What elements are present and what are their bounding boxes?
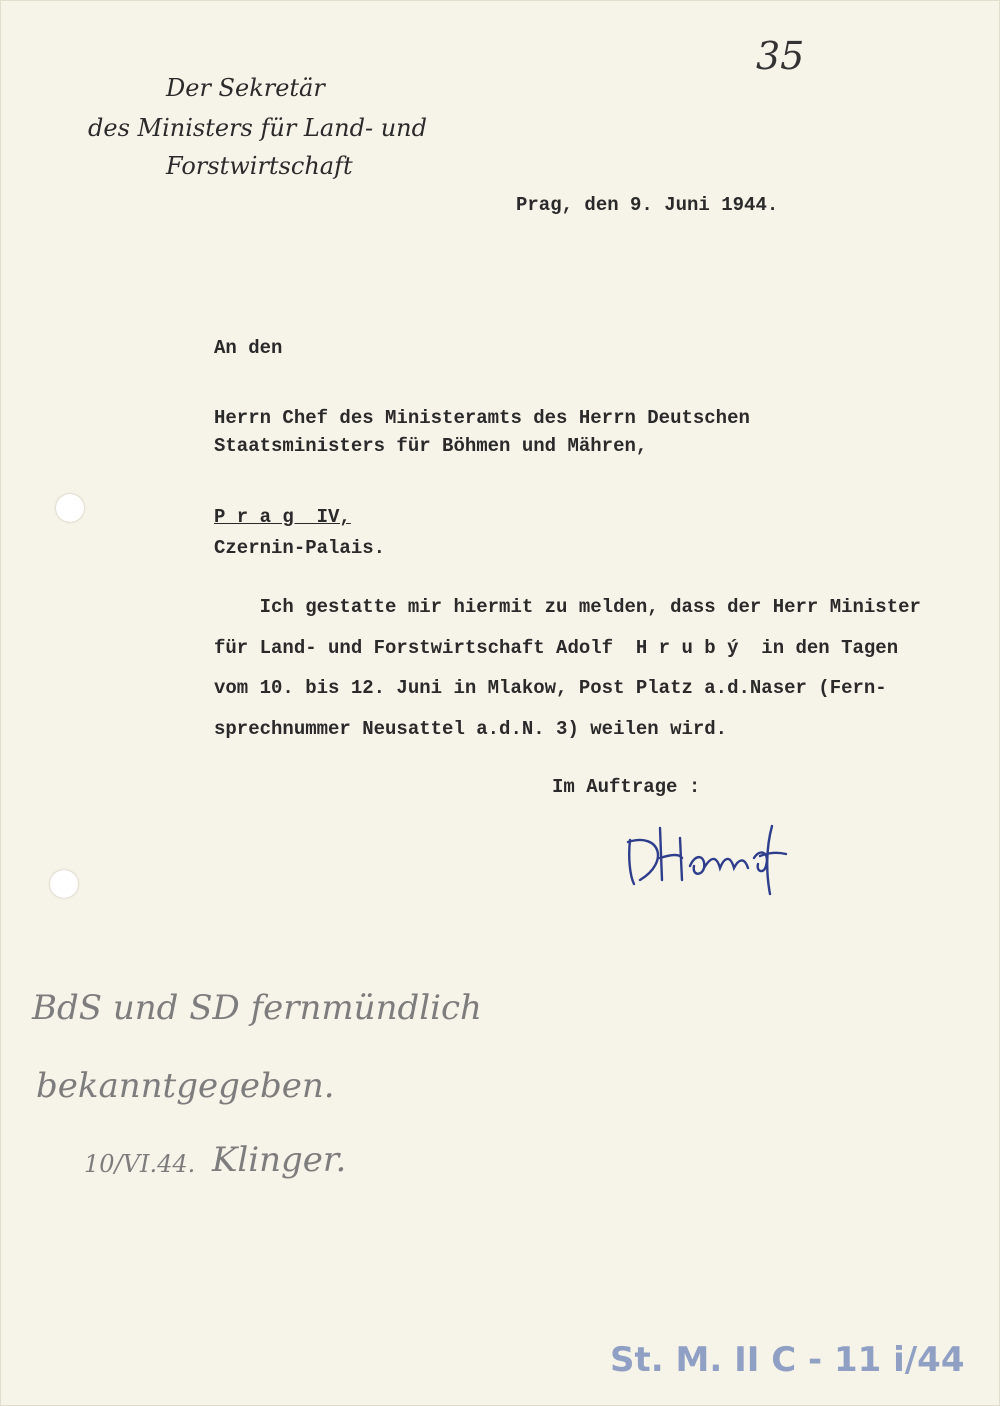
note-name: Klinger. <box>212 1140 347 1180</box>
date-line: Prag, den 9. Juni 1944. <box>516 194 779 216</box>
addressee-line-2: Staatsministers für Böhmen und Mähren, <box>214 435 648 457</box>
body-line-1: Ich gestatte mir hiermit zu melden, dass der Herr Minister <box>214 596 921 618</box>
note-line-2: bekanntgegeben. <box>36 1066 335 1106</box>
addressee-street: Czernin-Palais. <box>214 537 386 559</box>
signature <box>620 818 810 898</box>
punch-hole-top <box>56 494 84 522</box>
letterhead-line-2: des Ministers für Land- und <box>88 114 427 142</box>
closing-formula: Im Auftrage : <box>552 776 701 798</box>
note-date: 10/VI.44. <box>84 1150 196 1178</box>
body-line-2: für Land- und Forstwirtschaft Adolf H r u b ý in den Tagen <box>214 637 899 659</box>
letterhead-line-3: Forstwirtschaft <box>166 152 353 180</box>
addressee-line-1: Herrn Chef des Ministeramts des Herrn Deutschen <box>214 407 750 429</box>
file-reference-stamp <box>610 1340 965 1380</box>
addressee-city: P r a g IV, <box>214 506 351 528</box>
body-line-3: vom 10. bis 12. Juni in Mlakow, Post Platz a.d.Naser (Fern- <box>214 677 887 699</box>
letterhead-line-1: Der Sekretär <box>166 74 325 102</box>
body-line-4: sprechnummer Neusattel a.d.N. 3) weilen wird. <box>214 718 728 740</box>
file-reference: St. M. II C - 11 i/44 <box>610 1340 965 1380</box>
salutation: An den <box>214 337 283 359</box>
note-line-1: BdS und SD fernmündlich <box>32 988 482 1028</box>
punch-hole-bottom <box>50 870 78 898</box>
folio-number: 35 <box>756 34 805 78</box>
